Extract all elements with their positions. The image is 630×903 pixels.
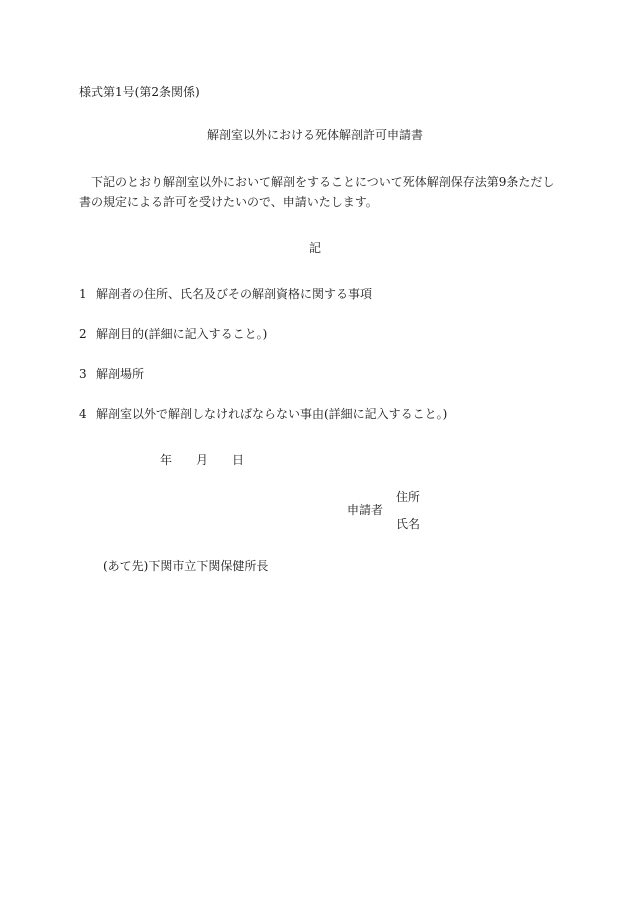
item-number: 4 (79, 407, 87, 421)
item-text: 解剖場所 (96, 367, 145, 381)
intro-line-2: 書の規定による許可を受けたいので、申請いたします。 (79, 195, 378, 209)
item-number: 3 (79, 367, 87, 381)
day-label: 日 (232, 453, 245, 467)
date-line (160, 452, 244, 468)
item-text: 解剖者の住所、氏名及びその解剖資格に関する事項 (96, 287, 373, 301)
addressee: (あて先)下関市立下関保健所長 (103, 559, 269, 573)
name-label: 氏名 (396, 517, 421, 531)
item-text: 解剖目的(詳細に記入すること。) (96, 327, 268, 341)
applicant-label: 申請者 (347, 503, 384, 517)
address-label: 住所 (396, 490, 421, 504)
intro-line-1: 下記のとおり解剖室以外において解剖をすることについて死体解剖保存法第9条ただし (91, 175, 555, 189)
month-label: 月 (196, 453, 209, 467)
list-item (79, 366, 144, 382)
ki-heading: 記 (308, 241, 321, 255)
list-item (79, 406, 447, 422)
intro-paragraph (79, 172, 555, 212)
list-item (79, 286, 372, 302)
document-title: 解剖室以外における死体解剖許可申請書 (206, 128, 423, 142)
item-number: 2 (79, 327, 87, 341)
item-number: 1 (79, 287, 87, 301)
item-text: 解剖室以外で解剖しなければならない事由(詳細に記入すること。) (96, 407, 448, 421)
list-item (79, 326, 267, 342)
year-label: 年 (160, 453, 173, 467)
form-number: 様式第1号(第2条関係) (79, 85, 200, 99)
